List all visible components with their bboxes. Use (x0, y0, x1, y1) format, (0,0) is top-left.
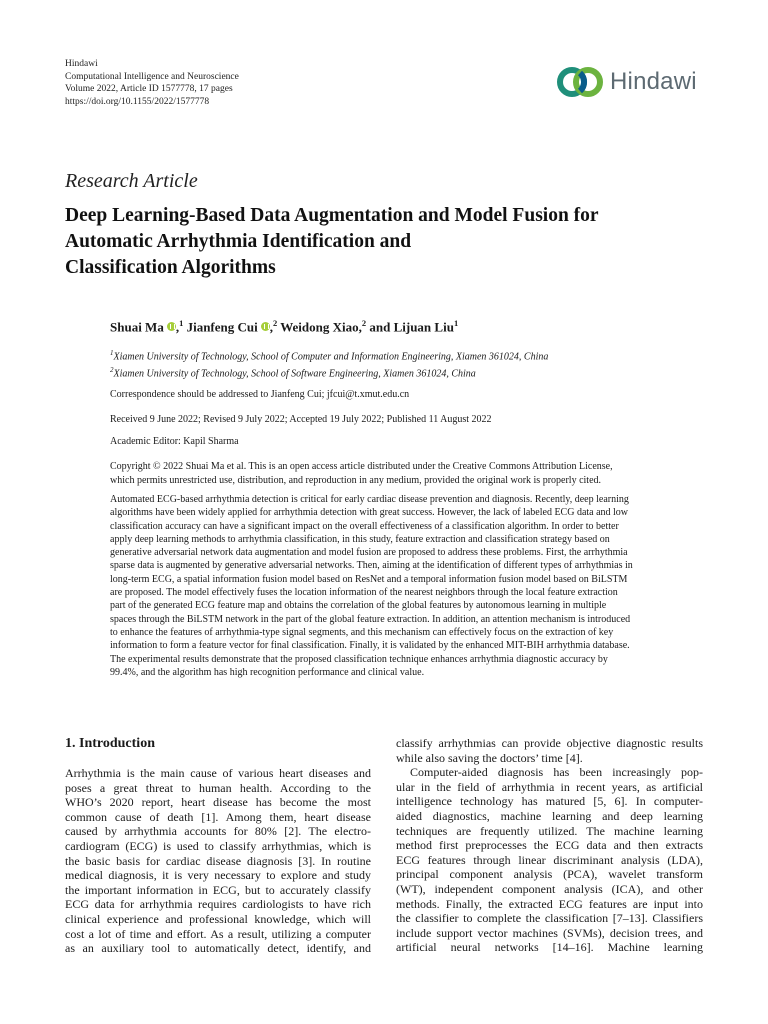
journal-name: Computational Intelligence and Neuroscience (65, 71, 239, 82)
body-line: include support vector machines (SVMs), decision trees, and (396, 925, 703, 940)
publisher-name: Hindawi (65, 59, 98, 69)
body-line: Arrhythmia is the main cause of various heart diseases and (65, 766, 371, 780)
orcid-icon[interactable] (167, 322, 176, 331)
author-name[interactable]: Weidong Xiao, (280, 319, 362, 335)
abstract-line: 99.4%, and the algorithm has high recognition performance and clinical value. (110, 666, 425, 678)
body-line: clinical experience and professional knowledge, which will (65, 911, 371, 926)
body-column-left (65, 766, 371, 956)
body-line: poses a great threat to human health. According to the (65, 780, 371, 795)
body-line: aided diagnostics, machine learning and deep learning (396, 808, 703, 823)
affiliation-line: $^1$Xiamen University of Technology, School of Computer and Information Engineering, Xiamen 361024, China (110, 349, 549, 363)
body-line: methods. Finally, the extracted ECG features are input into (396, 896, 703, 911)
body-line: WHO’s 2020 report, heart disease has become the most (65, 795, 371, 810)
logo-text: Hindawi (610, 68, 697, 95)
author-list: Shuai Ma ,$^1$ Jianfeng Cui ,$^2$ Weidong Xiao,$^2$ and Lijuan Liu$^1$ (110, 318, 459, 335)
body-line: Computer-aided diagnosis has been increasingly pop- (410, 765, 703, 780)
affiliations (110, 347, 548, 381)
author-affil-sup: 2 (361, 318, 367, 328)
body-line: while also saving the doctors’ time [4]. (396, 750, 583, 765)
abstract-line: are proposed. The model effectively fuses the location information of the nearest neighbors through the local feature extraction (110, 587, 618, 599)
abstract-line: algorithms have been widely applied for arrhythmia detection with great success. However, the lack of labeled ECG data and low (110, 507, 629, 519)
academic-editor: Academic Editor: Kapil Sharma (110, 436, 239, 447)
title-line: Classification Algorithms (65, 257, 276, 278)
doi-link[interactable]: https://doi.org/10.1155/2022/1577778 (65, 96, 210, 107)
orcid-icon[interactable] (261, 322, 270, 331)
abstract-line: information to form a feature vector for final classification. Finally, it is validated by the enhanced MIT-BIH arrhythmia database. (110, 640, 630, 652)
body-line: (WT), independent component analysis (ICA), and other (396, 881, 703, 896)
hindawi-logo[interactable] (556, 64, 697, 100)
journal-header (65, 58, 239, 108)
abstract-line: classification accuracy can have a significant impact on the overall effectiveness of a classification algorithm. In order to better (110, 520, 619, 532)
publication-dates: Received 9 June 2022; Revised 9 July 2022; Accepted 19 July 2022; Published 11 August 2022 (110, 414, 492, 425)
body-line: cost a lot of time and effort. As a result, utilizing a computer (65, 926, 371, 941)
abstract-line: to enhance the features of arrhythmia-type signal segments, and this mechanism can effectively focus on the extraction of key (110, 626, 614, 638)
body-line: the classifier to complete the classification [7–13]. Classifiers (396, 911, 703, 926)
author-name[interactable]: Lijuan Liu (393, 319, 454, 335)
body-line: the basic basis for cardiac disease diagnosis [3]. In routine (65, 853, 371, 868)
hindawi-logo-icon (556, 64, 604, 100)
body-line: the important information in ECG, but to accurately classify (65, 882, 371, 897)
author-name[interactable]: Jianfeng Cui (186, 319, 258, 335)
author-name[interactable]: Shuai Ma (110, 319, 164, 335)
body-line: techniques are frequently utilized. The machine learning (396, 823, 703, 838)
abstract-line: The experimental results demonstrate that the proposed classification technique enhances arrhythmia diagnostic accuracy by (110, 653, 608, 665)
abstract-line: apply deep learning methods to arrhythmia classification, in this study, feature extraction and classification strategy based on (110, 533, 610, 545)
body-line: ECG data for arrhythmia requires cardiologists to have rich (65, 897, 371, 912)
body-line: medical diagnosis, it is very necessary to explore and study (65, 868, 371, 883)
body-line: caused by arrhythmia accounts for 80% [2]. The electro- (65, 824, 371, 839)
correspondence: Correspondence should be addressed to Jianfeng Cui; jfcui@t.xmut.edu.cn (110, 389, 410, 400)
abstract-line: sparse data is augmented by generative adversarial networks. Then, aiming at the identification of different types of arrhythmias in (110, 560, 633, 572)
body-line: cardiogram (ECG) is used to classify arrhythmias, which is (65, 838, 371, 853)
author-affil-sup: 1 (453, 318, 459, 328)
author-affil-sup: 1 (179, 318, 184, 328)
body-line: common cause of death [1]. Among them, heart disease (65, 809, 371, 824)
abstract-line: generative adversarial network data augmentation and model fusion are proposed to address these problems. First, the arrhythmia (110, 547, 628, 559)
affiliation-line: $^2$Xiamen University of Technology, School of Software Engineering, Xiamen 361024, China (110, 365, 476, 380)
title-line: Automatic Arrhythmia Identification and (65, 231, 412, 252)
abstract-line: Automated ECG-based arrhythmia detection is critical for early cardiac disease prevention and diagnosis. Recently, deep learning (110, 494, 629, 505)
body-column-right (396, 736, 703, 955)
abstract (110, 493, 710, 679)
body-line: classify arrhythmias can provide objective diagnostic results (396, 736, 703, 750)
copyright-notice: Copyright © 2022 Shuai Ma et al. This is an open access article distributed under the Creative Commons Attribution License, which permits unrestricted use, distribution, and reproduction in any medium, provided the original work is properly cited. (110, 461, 613, 486)
body-line: as an auxiliary tool to automatically detect, identify, and (65, 941, 371, 956)
author-affil-sup: 2 (272, 318, 278, 328)
article-type: Research Article (65, 170, 198, 192)
paper-title (65, 203, 725, 281)
body-line: ular in the field of arrhythmia in recent years, as artificial (396, 779, 703, 794)
body-line: intelligence technology has matured [5, 6]. In computer- (396, 794, 703, 809)
volume-line: Volume 2022, Article ID 1577778, 17 pages (65, 84, 233, 94)
body-line: artificial neural networks [14–16]. Machine learning (396, 940, 703, 955)
abstract-line: spaces through the BiLSTM network in the part of the global feature extraction. In addition, an attention mechanism is introduced (110, 613, 631, 625)
body-line: ECG features through linear discriminant analysis (LDA), (396, 852, 703, 867)
body-line: method first preprocesses the ECG data and then extracts (396, 838, 703, 853)
body-line: principal component analysis (PCA), wavelet transform (396, 867, 703, 882)
section-heading: 1. Introduction (65, 736, 155, 751)
abstract-line: part of the generated ECG feature map and obtains the correlation of the global features by autonomous learning in multiple (110, 600, 607, 612)
abstract-line: long-term ECG, a spatial information fusion model based on ResNet and a temporal information fusion model based on BiLSTM (110, 573, 628, 585)
title-line: Deep Learning-Based Data Augmentation and Model Fusion for (65, 205, 599, 226)
